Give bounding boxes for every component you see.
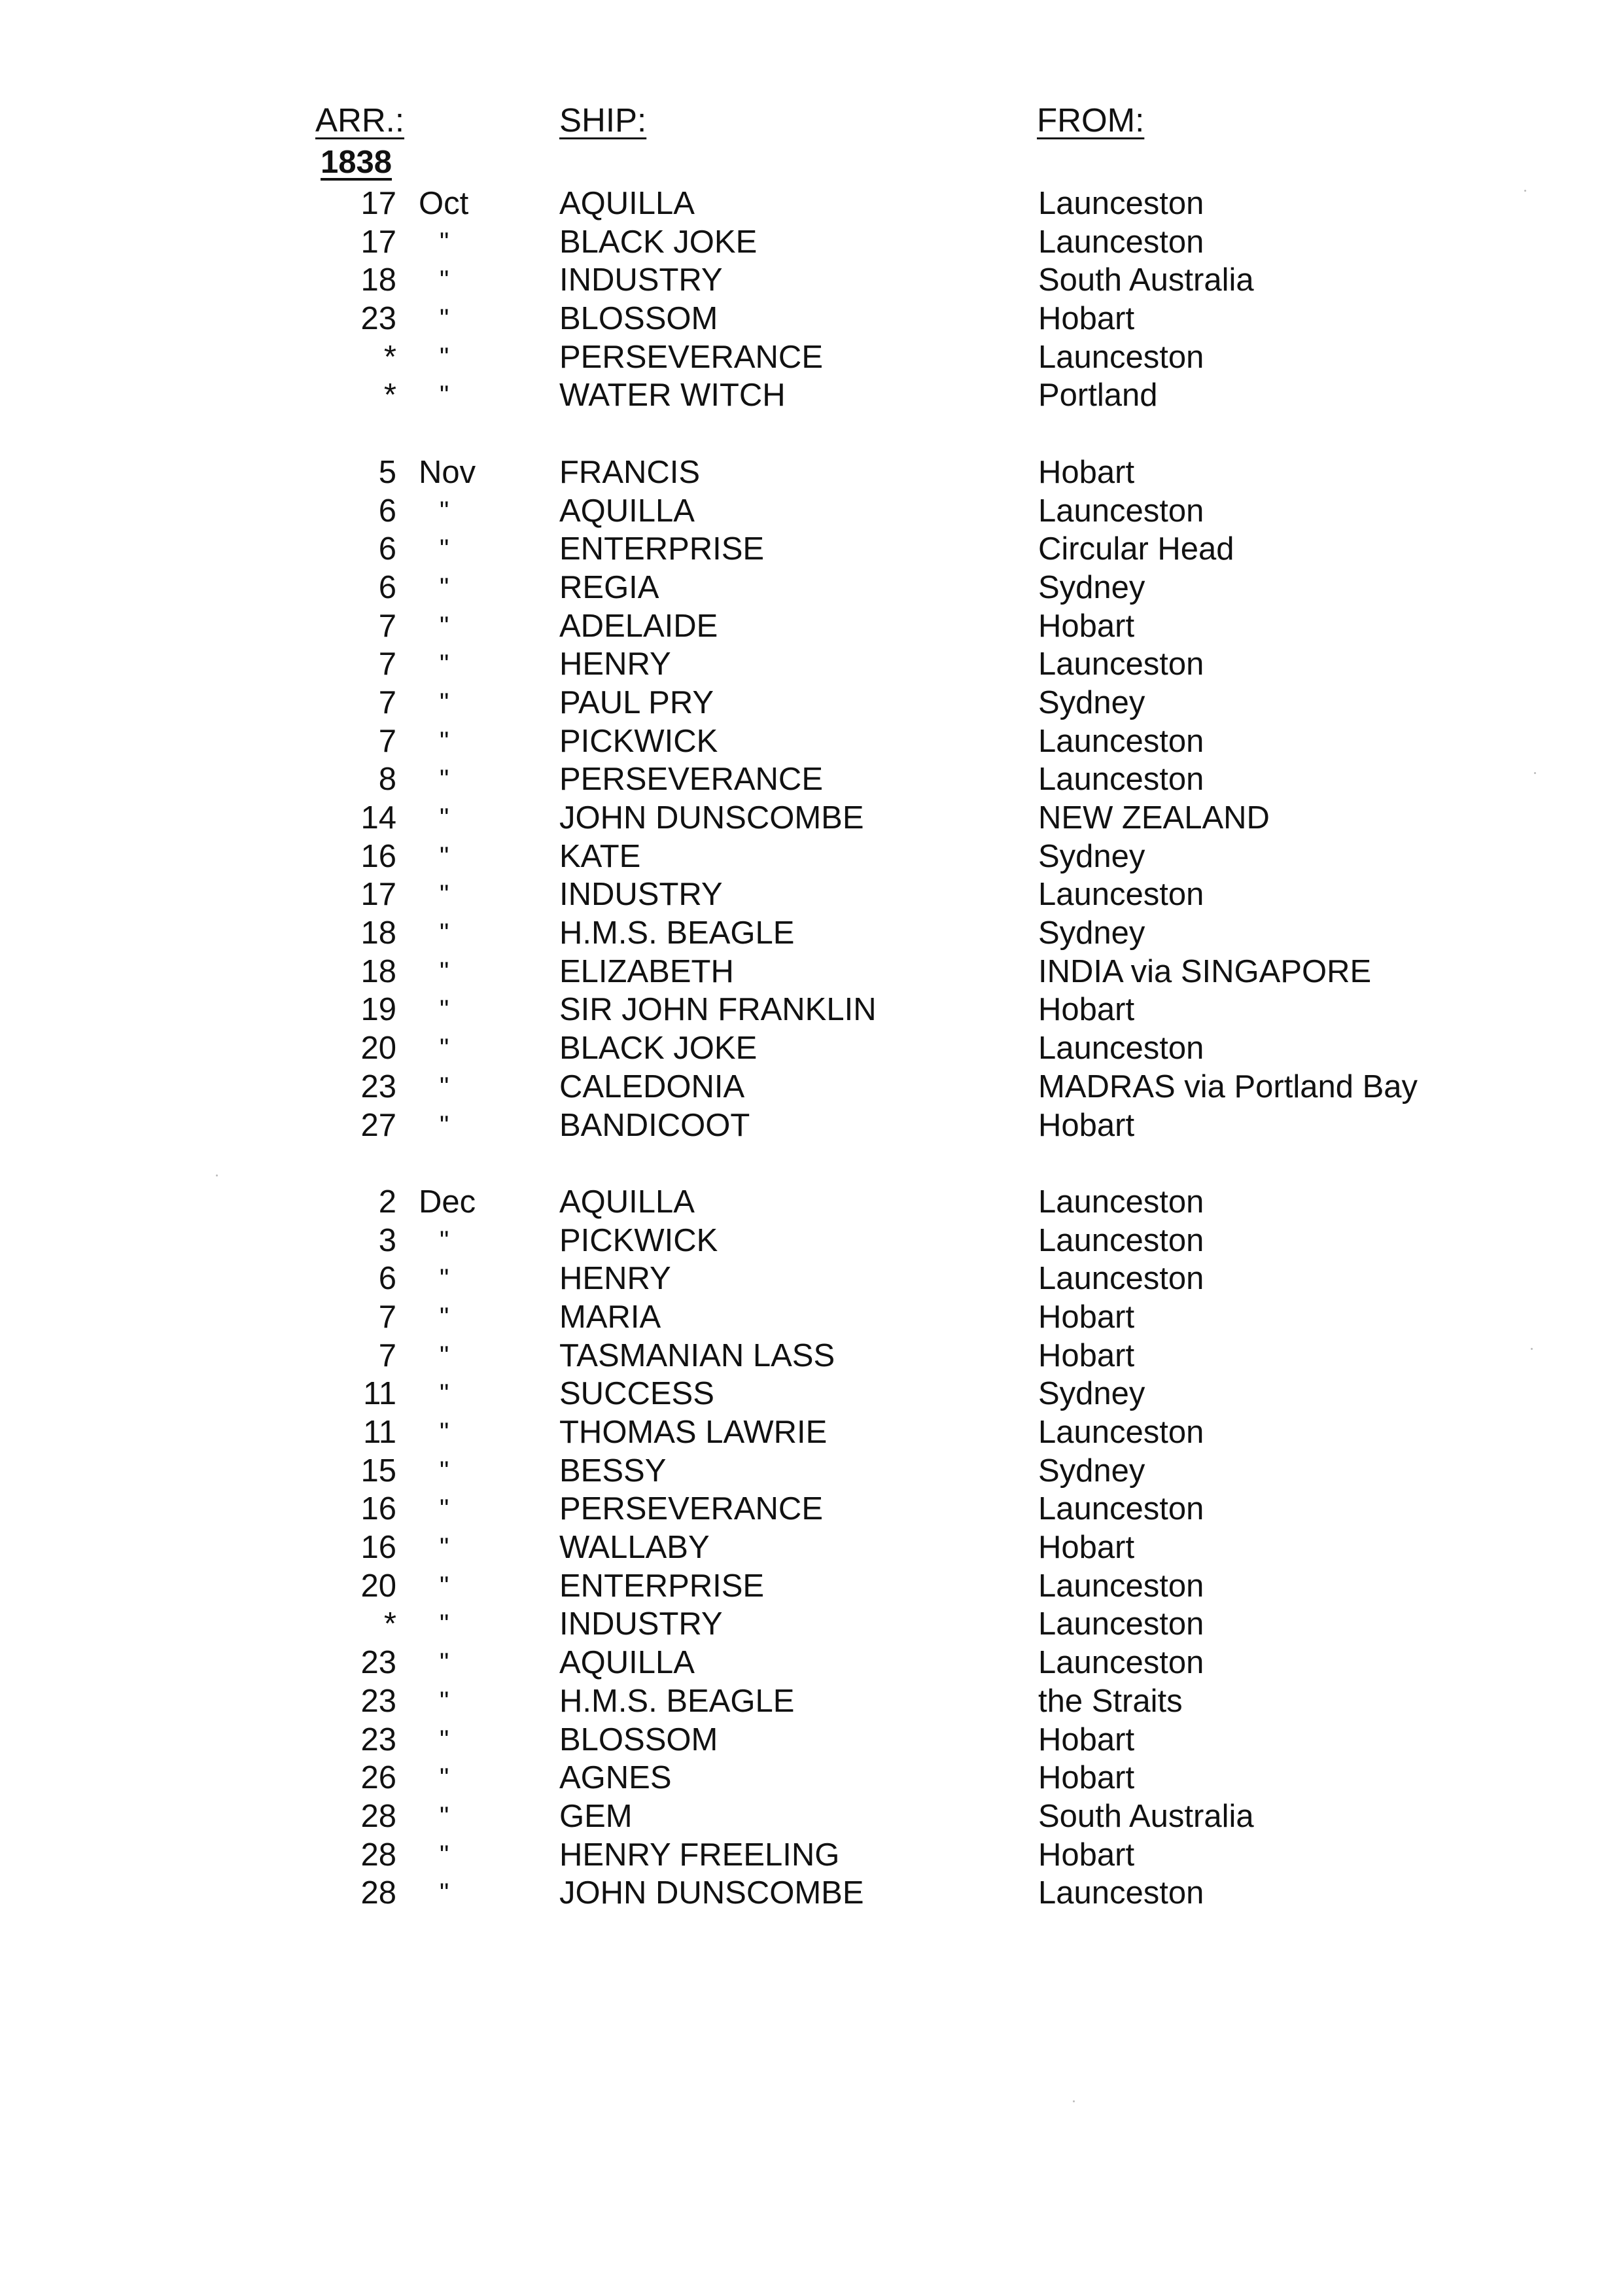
origin-port: Hobart [1038, 1837, 1135, 1873]
arrival-day: 16 [360, 1491, 396, 1527]
scan-speck [216, 1174, 218, 1176]
arrival-month: " [440, 1418, 449, 1447]
arrival-month: " [440, 1072, 449, 1101]
table-row [0, 875, 1623, 914]
ship-name: ADELAIDE [559, 608, 718, 644]
arrival-day: 17 [360, 186, 396, 221]
arrival-day: 19 [360, 992, 396, 1028]
table-row [0, 223, 1623, 262]
arrival-month: " [440, 1226, 449, 1255]
origin-port: Sydney [1038, 1453, 1145, 1489]
origin-port: Sydney [1038, 838, 1145, 874]
table-row [0, 1490, 1623, 1528]
arrival-day: 28 [360, 1875, 396, 1911]
ship-name: BLOSSOM [559, 301, 718, 337]
arrival-day: 27 [360, 1107, 396, 1143]
ship-name: INDUSTRY [559, 1606, 723, 1642]
arrival-day: 7 [378, 684, 396, 720]
arrival-day: 20 [360, 1568, 396, 1604]
arrival-day: 7 [378, 1299, 396, 1335]
arrival-month: " [440, 1533, 449, 1563]
table-row [0, 799, 1623, 838]
origin-port: Launceston [1038, 493, 1204, 529]
origin-port: INDIA via SINGAPORE [1038, 953, 1372, 989]
table-row [0, 1528, 1623, 1567]
arrival-day: 17 [360, 877, 396, 913]
row-spacer [0, 1144, 1623, 1183]
origin-port: Launceston [1038, 1875, 1204, 1911]
table-row [0, 1106, 1623, 1145]
origin-port: Launceston [1038, 339, 1204, 375]
arrival-day: * [383, 378, 396, 414]
table-row [0, 1874, 1623, 1913]
arrival-day: 2 [378, 1184, 396, 1220]
arrival-month: " [440, 1610, 449, 1639]
scan-speck [1534, 772, 1536, 774]
arrival-month: " [440, 496, 449, 525]
origin-port: Launceston [1038, 1222, 1204, 1258]
arrival-month: " [440, 1110, 449, 1140]
arrival-month: " [440, 381, 449, 410]
arrival-month: " [440, 995, 449, 1025]
ship-name: KATE [559, 838, 641, 874]
ship-name: BESSY [559, 1453, 667, 1489]
ship-name: PAUL PRY [559, 684, 714, 720]
scan-speck [1531, 1348, 1533, 1350]
table-row [0, 1605, 1623, 1644]
ship-name: PICKWICK [559, 723, 718, 759]
arrival-day: 28 [360, 1837, 396, 1873]
ship-name: AQUILLA [559, 186, 695, 221]
arrival-month: " [440, 535, 449, 564]
ship-name: TASMANIAN LASS [559, 1337, 835, 1373]
table-row [0, 1682, 1623, 1721]
ship-name: MARIA [559, 1299, 661, 1335]
arrival-day: 8 [378, 762, 396, 798]
arrival-day: 16 [360, 838, 396, 874]
origin-port: Hobart [1038, 1107, 1135, 1143]
table-row [0, 838, 1623, 876]
origin-port: Hobart [1038, 608, 1135, 644]
arrival-month: " [440, 266, 449, 295]
ship-name: FRANCIS [559, 454, 701, 490]
origin-port: Portland [1038, 378, 1158, 414]
ship-name: SIR JOHN FRANKLIN [559, 992, 877, 1028]
table-row [0, 1721, 1623, 1759]
arrival-month: " [440, 1264, 449, 1294]
origin-port: Hobart [1038, 992, 1135, 1028]
arrival-day: 11 [363, 1415, 396, 1450]
arrival-month: " [440, 342, 449, 372]
ship-name: HENRY [559, 646, 671, 682]
origin-port: Launceston [1038, 224, 1204, 260]
table-row [0, 1222, 1623, 1260]
table-row [0, 1260, 1623, 1298]
table-row [0, 376, 1623, 415]
row-spacer [0, 415, 1623, 453]
arrival-month: " [440, 1379, 449, 1409]
origin-port: Launceston [1038, 1606, 1204, 1642]
arrival-day: 23 [360, 1683, 396, 1719]
arrival-month: " [440, 1494, 449, 1524]
ship-name: ENTERPRISE [559, 531, 765, 567]
origin-port: Hobart [1038, 1722, 1135, 1757]
arrival-month: " [440, 804, 449, 832]
arrival-day: 5 [378, 454, 396, 490]
arrival-day: 7 [378, 1337, 396, 1373]
ship-name: BLACK JOKE [559, 224, 758, 260]
arrival-day: 17 [360, 224, 396, 260]
ship-name: ELIZABETH [559, 953, 734, 989]
ship-name: AQUILLA [559, 493, 695, 529]
table-row [0, 684, 1623, 722]
arrival-month: " [440, 880, 449, 910]
arrival-day: 18 [360, 262, 396, 298]
origin-port: Launceston [1038, 646, 1204, 682]
arrival-month: " [440, 841, 449, 871]
arrival-day: 6 [378, 531, 396, 567]
arrival-month: Oct [419, 186, 469, 221]
table-row [0, 338, 1623, 377]
ship-name: JOHN DUNSCOMBE [559, 1875, 864, 1911]
scan-speck [1524, 190, 1526, 192]
origin-port: Hobart [1038, 454, 1135, 490]
arrival-month: Dec [419, 1184, 476, 1220]
ship-name: PICKWICK [559, 1222, 718, 1258]
origin-port: Launceston [1038, 723, 1204, 759]
table-row [0, 914, 1623, 953]
table-row [0, 953, 1623, 991]
arrival-day: 7 [378, 608, 396, 644]
arrival-day: 11 [363, 1376, 396, 1412]
origin-port: Launceston [1038, 1568, 1204, 1604]
origin-port: Hobart [1038, 1530, 1135, 1566]
ship-name: SUCCESS [559, 1376, 714, 1412]
ship-name: INDUSTRY [559, 262, 723, 298]
ship-name: AQUILLA [559, 1184, 695, 1220]
table-row [0, 1452, 1623, 1491]
origin-port: MADRAS via Portland Bay [1038, 1069, 1418, 1104]
ship-name: CALEDONIA [559, 1069, 745, 1104]
arrival-day: 14 [360, 800, 396, 836]
arrival-day: 7 [378, 723, 396, 759]
arrival-day: 6 [378, 1261, 396, 1297]
origin-port: Sydney [1038, 1376, 1145, 1412]
arrival-month: " [440, 1648, 449, 1678]
table-row [0, 300, 1623, 338]
ship-name: BLACK JOKE [559, 1031, 758, 1067]
ship-name: AGNES [559, 1760, 672, 1796]
arrival-month: " [440, 957, 449, 986]
arrival-day: 18 [360, 915, 396, 951]
arrival-month: " [440, 227, 449, 256]
arrival-month: " [440, 611, 449, 641]
arrival-day: 28 [360, 1798, 396, 1834]
origin-port: Launceston [1038, 1184, 1204, 1220]
origin-port: Launceston [1038, 877, 1204, 913]
arrival-month: " [440, 1456, 449, 1485]
arrival-day: 16 [360, 1530, 396, 1566]
table-row [0, 1797, 1623, 1836]
table-row [0, 607, 1623, 646]
arrival-month: " [440, 573, 449, 602]
origin-port: Sydney [1038, 684, 1145, 720]
arrival-day: 15 [360, 1453, 396, 1489]
table-row [0, 1183, 1623, 1222]
arrival-day: 26 [360, 1760, 396, 1796]
arrival-day: 20 [360, 1031, 396, 1067]
table-row [0, 1068, 1623, 1106]
origin-port: Launceston [1038, 1261, 1204, 1297]
origin-port: Hobart [1038, 301, 1135, 337]
arrival-month: Nov [419, 454, 476, 490]
ship-name: PERSEVERANCE [559, 762, 824, 798]
ship-name: WALLABY [559, 1530, 710, 1566]
arrival-day: 3 [378, 1222, 396, 1258]
ship-name: BLOSSOM [559, 1722, 718, 1757]
table-row [0, 1836, 1623, 1875]
table-row [0, 530, 1623, 569]
origin-port: NEW ZEALAND [1038, 800, 1270, 836]
arrival-day: * [383, 1606, 396, 1642]
arrivals-table [0, 185, 1623, 1913]
arrival-month: " [440, 1840, 449, 1869]
arrival-day: * [383, 339, 396, 375]
table-row [0, 1567, 1623, 1606]
table-row [0, 492, 1623, 531]
table-row [0, 1337, 1623, 1375]
origin-port: Sydney [1038, 569, 1145, 605]
arrival-month: " [440, 688, 449, 717]
origin-port: South Australia [1038, 1798, 1254, 1834]
arrival-day: 18 [360, 953, 396, 989]
arrival-day: 23 [360, 1069, 396, 1104]
origin-port: the Straits [1038, 1683, 1183, 1719]
arrival-month: " [440, 1571, 449, 1600]
arrival-day: 23 [360, 1722, 396, 1757]
table-row [0, 569, 1623, 607]
arrival-month: " [440, 1879, 449, 1908]
table-row [0, 1413, 1623, 1452]
origin-port: Hobart [1038, 1337, 1135, 1373]
table-row [0, 722, 1623, 761]
ship-name: ENTERPRISE [559, 1568, 765, 1604]
ship-name: JOHN DUNSCOMBE [559, 800, 864, 836]
arrival-month: " [440, 919, 449, 948]
header-arrival: ARR.: [315, 101, 405, 139]
ship-name: WATER WITCH [559, 378, 786, 414]
header-from: FROM: [1037, 101, 1145, 139]
arrival-day: 6 [378, 493, 396, 529]
ship-name: INDUSTRY [559, 877, 723, 913]
table-row [0, 1298, 1623, 1337]
origin-port: Launceston [1038, 762, 1204, 798]
origin-port: Launceston [1038, 186, 1204, 221]
table-row [0, 261, 1623, 300]
arrival-day: 6 [378, 569, 396, 605]
arrival-month: " [440, 1034, 449, 1063]
arrival-month: " [440, 1302, 449, 1332]
origin-port: Launceston [1038, 1415, 1204, 1450]
arrival-month: " [440, 765, 449, 794]
arrival-month: " [440, 650, 449, 679]
year-heading: 1838 [321, 145, 393, 180]
table-row [0, 1759, 1623, 1797]
arrival-month: " [440, 726, 449, 756]
arrival-month: " [440, 1686, 449, 1716]
ship-name: PERSEVERANCE [559, 339, 824, 375]
origin-port: Launceston [1038, 1645, 1204, 1681]
arrival-month: " [440, 1725, 449, 1754]
table-row [0, 1029, 1623, 1068]
table-row [0, 1375, 1623, 1413]
origin-port: Launceston [1038, 1491, 1204, 1527]
arrival-day: 7 [378, 646, 396, 682]
arrival-month: " [440, 1763, 449, 1793]
table-row [0, 645, 1623, 684]
ship-name: REGIA [559, 569, 659, 605]
origin-port: Hobart [1038, 1299, 1135, 1335]
header-ship: SHIP: [559, 101, 647, 139]
arrival-month: " [440, 1801, 449, 1831]
arrival-day: 23 [360, 1645, 396, 1681]
ship-name: H.M.S. BEAGLE [559, 915, 795, 951]
arrival-day: 23 [360, 301, 396, 337]
origin-port: Circular Head [1038, 531, 1234, 567]
ship-name: GEM [559, 1798, 633, 1834]
arrival-month: " [440, 1341, 449, 1370]
ship-name: H.M.S. BEAGLE [559, 1683, 795, 1719]
ship-name: AQUILLA [559, 1645, 695, 1681]
arrival-month: " [440, 304, 449, 334]
ship-name: THOMAS LAWRIE [559, 1415, 828, 1450]
ship-name: HENRY FREELING [559, 1837, 840, 1873]
table-row [0, 991, 1623, 1029]
ship-name: HENRY [559, 1261, 671, 1297]
table-row [0, 1644, 1623, 1682]
table-row [0, 185, 1623, 223]
origin-port: Launceston [1038, 1031, 1204, 1067]
origin-port: South Australia [1038, 262, 1254, 298]
scan-speck [1073, 2100, 1075, 2102]
origin-port: Sydney [1038, 915, 1145, 951]
ship-name: PERSEVERANCE [559, 1491, 824, 1527]
table-row [0, 760, 1623, 799]
ship-name: BANDICOOT [559, 1107, 750, 1143]
table-row [0, 453, 1623, 492]
origin-port: Hobart [1038, 1760, 1135, 1796]
